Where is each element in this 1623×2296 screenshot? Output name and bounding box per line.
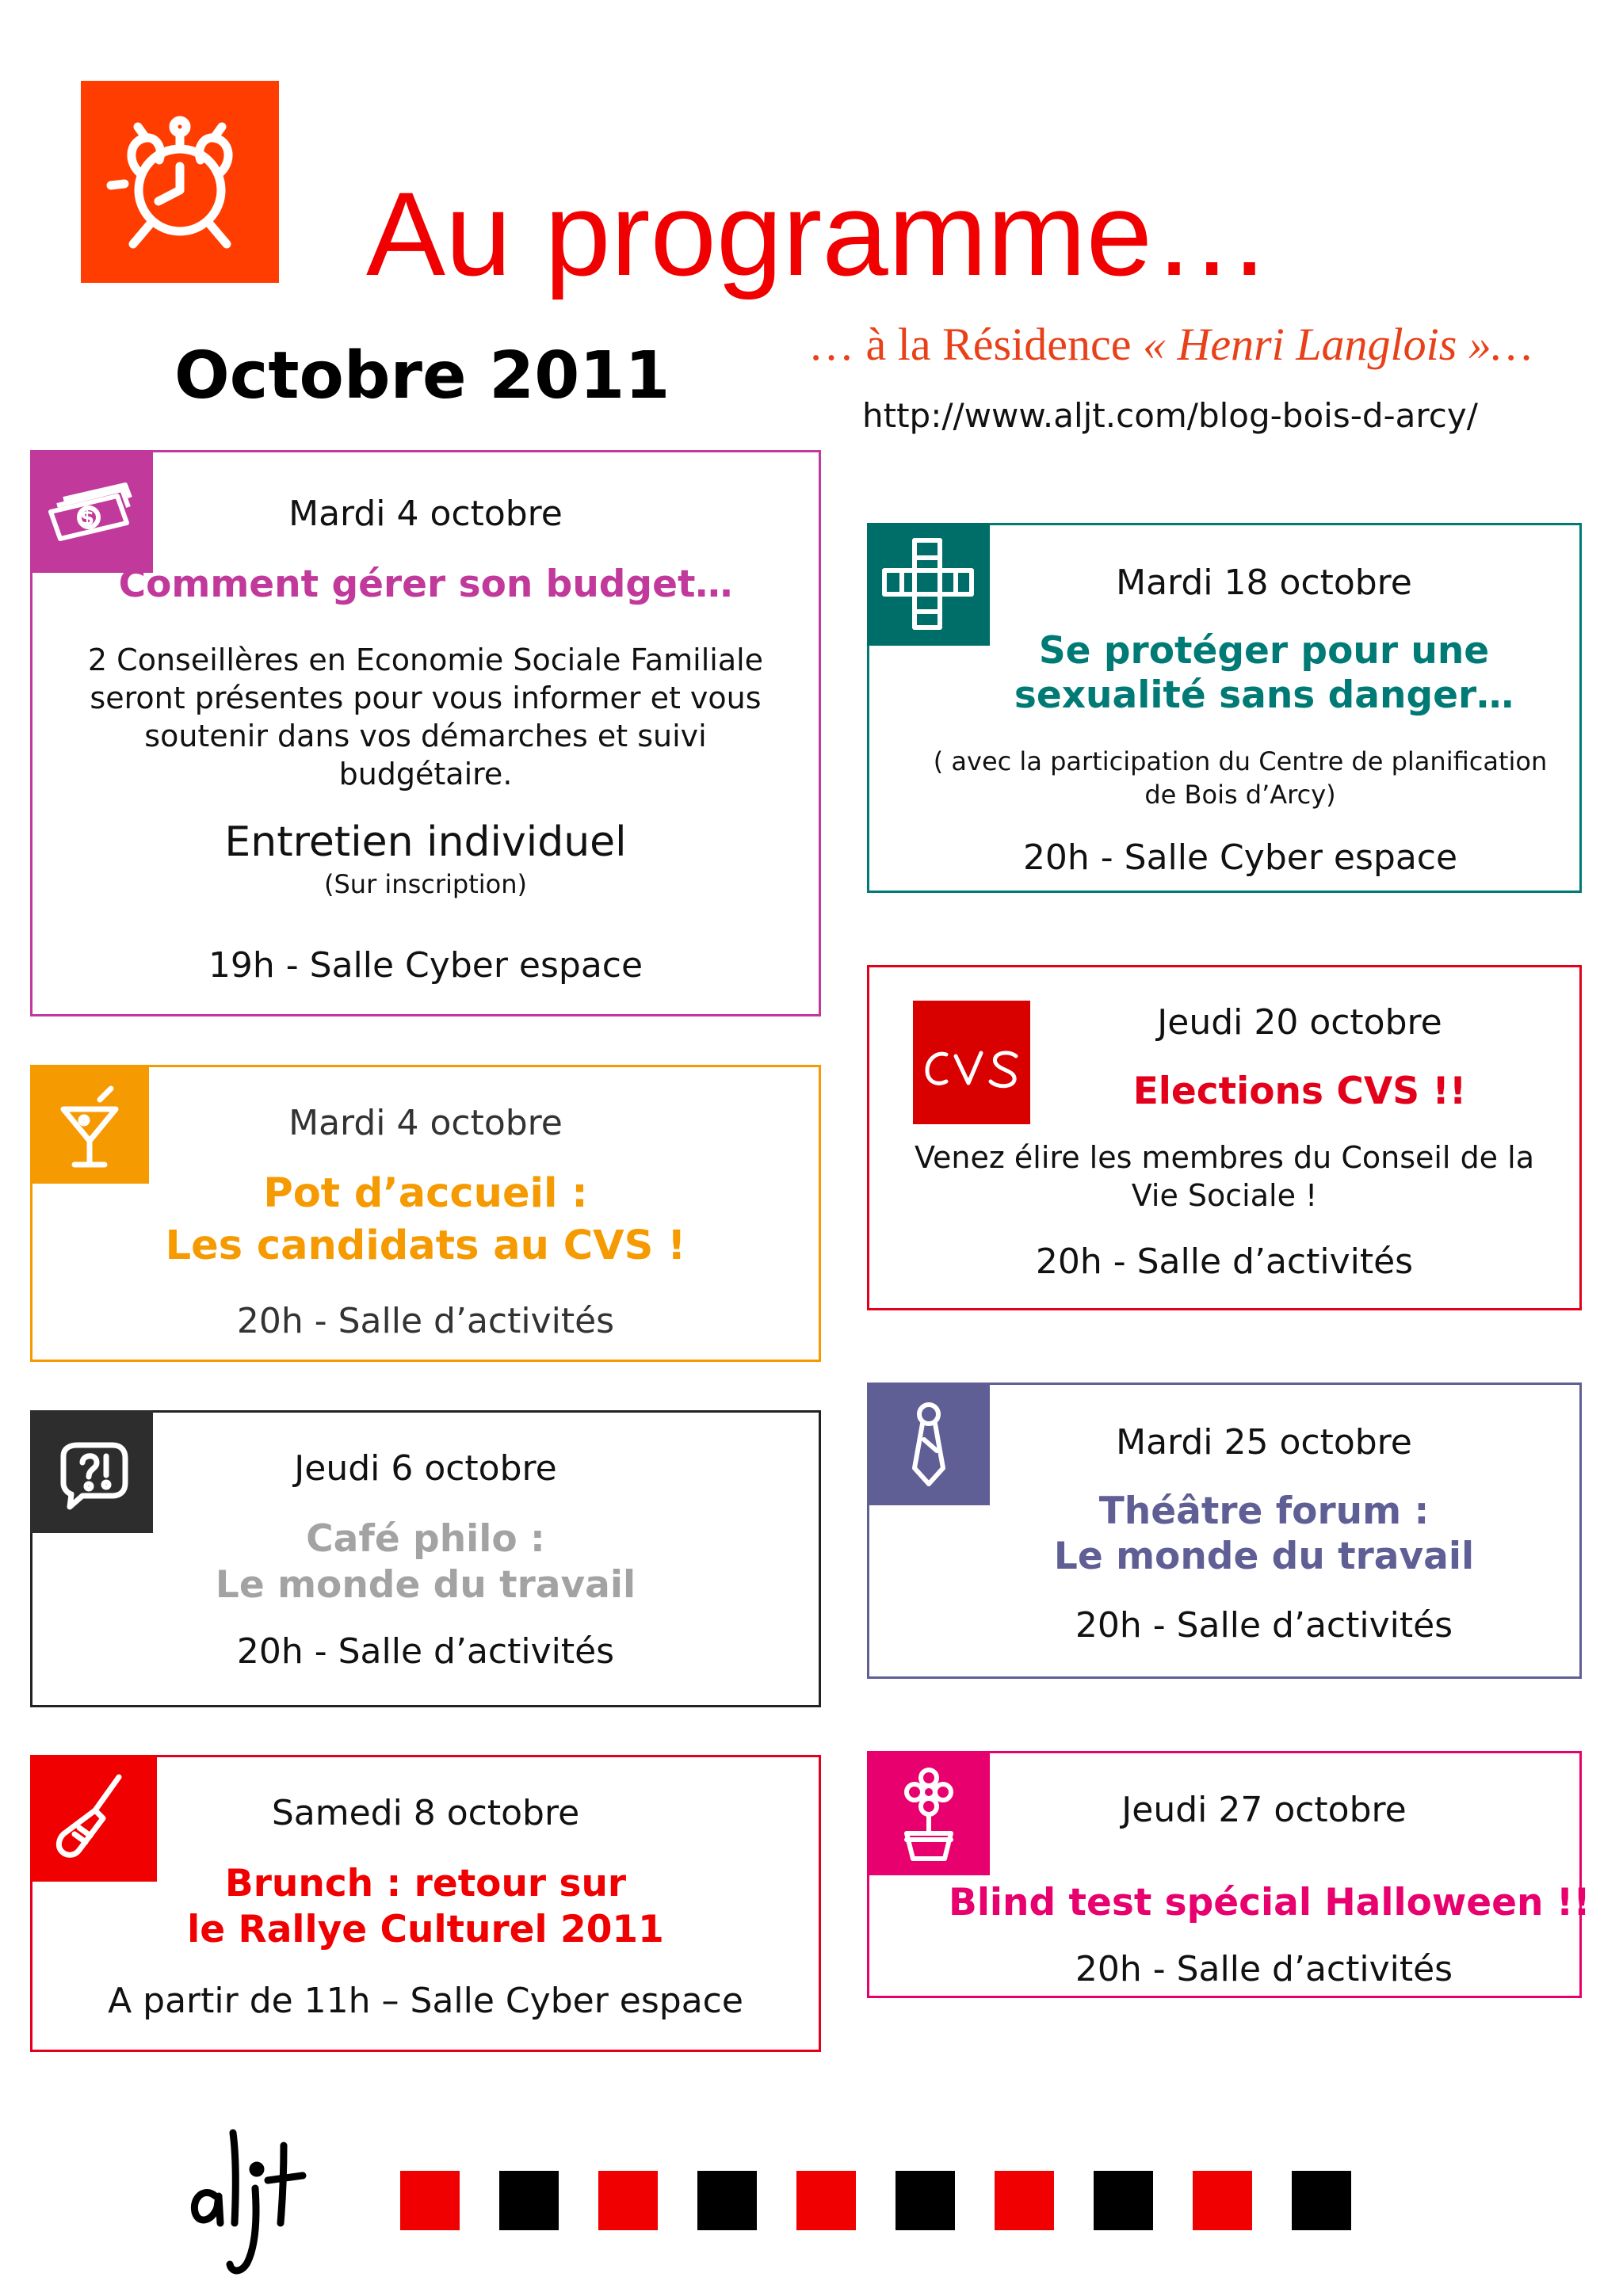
event-place: 20h - Salle d’activités [236,1631,615,1672]
event-title-line: Brunch : retour sur [224,1862,627,1905]
page-title: Au programme… [366,167,1272,300]
blog-url[interactable]: http://www.aljt.com/blog-bois-d-arcy/ [862,396,1478,435]
event-note: Entretien individuel [224,818,627,866]
event-description-line: 2 Conseillères en Economie Sociale Familiale [87,643,764,677]
event-card-cafe [30,1410,821,1707]
decorative-square [796,2171,856,2230]
event-description-line: Venez élire les membres du Conseil de la [915,1140,1534,1175]
decorative-square [400,2171,460,2230]
event-date: Samedi 8 octobre [271,1793,580,1833]
event-date: Mardi 18 octobre [1116,563,1412,603]
event-place: A partir de 11h – Salle Cyber espace [108,1981,743,2021]
event-card-pot [30,1065,821,1362]
event-description-line: seront présentes pour vous informer et vous [90,681,762,715]
event-date: Jeudi 27 octobre [1121,1790,1407,1830]
decorative-square [1292,2171,1351,2230]
alarm-clock-icon [81,81,279,283]
event-place: 20h - Salle d’activités [236,1301,615,1341]
event-description-line: budgétaire. [338,757,513,791]
event-title: Comment gérer son budget… [118,563,733,606]
event-date: Mardi 4 octobre [288,1103,563,1143]
decorative-square [995,2171,1054,2230]
event-title-line: Les candidats au CVS ! [165,1222,686,1269]
decorative-square [896,2171,955,2230]
subtitle-prefix: … à la Résidence [808,318,1143,370]
event-date: Jeudi 6 octobre [294,1448,557,1489]
event-card-theatre [867,1383,1582,1679]
event-note-small: (Sur inscription) [324,869,527,899]
event-date: Jeudi 20 octobre [1157,1002,1442,1043]
decorative-square [598,2171,658,2230]
decorative-square [1094,2171,1153,2230]
event-title-line: sexualité sans danger… [1014,673,1514,717]
event-place: 20h - Salle Cyber espace [1022,837,1458,878]
event-title: Elections CVS !! [1132,1070,1467,1113]
event-title-line: Le monde du travail [215,1563,636,1607]
aljt-logo [184,2077,334,2283]
event-place: 20h - Salle d’activités [1075,1605,1453,1646]
decorative-square [499,2171,559,2230]
event-title-line: Pot d’accueil : [263,1170,588,1217]
event-title-line: Se protéger pour une [1038,629,1490,673]
event-title-line: Théâtre forum : [1098,1489,1430,1533]
event-card-budget [30,450,821,1016]
event-description-line: soutenir dans vos démarches et suivi [144,719,707,753]
event-card-cvs [867,965,1582,1310]
decorative-square [1193,2171,1252,2230]
residence-name: « Henri Langlois »… [1142,318,1533,370]
event-title: Blind test spécial Halloween !! [949,1881,1591,1924]
event-place: 20h - Salle d’activités [1075,1949,1453,1989]
event-place: 20h - Salle d’activités [1035,1241,1414,1282]
event-date: Mardi 25 octobre [1116,1422,1412,1463]
event-description-line: ( avec la participation du Centre de planification [933,746,1548,776]
event-description-line: de Bois d’Arcy) [1144,780,1336,810]
logo-box [81,81,279,283]
decorative-square [697,2171,757,2230]
svg-text:$: $ [79,506,95,530]
event-badge-cvs [913,1001,1030,1124]
aljt-wordmark-icon [184,2077,334,2283]
month-heading: Octobre 2011 [174,338,670,414]
event-title-line: le Rallye Culturel 2011 [187,1908,664,1951]
page-subtitle [808,317,1532,372]
event-card-blind [867,1751,1591,1998]
event-title-line: Le monde du travail [1053,1535,1475,1578]
event-card-sexualite [867,523,1582,893]
event-description-line: Vie Sociale ! [1131,1178,1318,1213]
event-title-line: Café philo : [306,1517,545,1561]
event-place: 19h - Salle Cyber espace [208,945,643,986]
event-card-brunch [30,1755,821,2052]
cvs-logo-icon [913,1001,1030,1124]
event-date: Mardi 4 octobre [288,494,563,534]
